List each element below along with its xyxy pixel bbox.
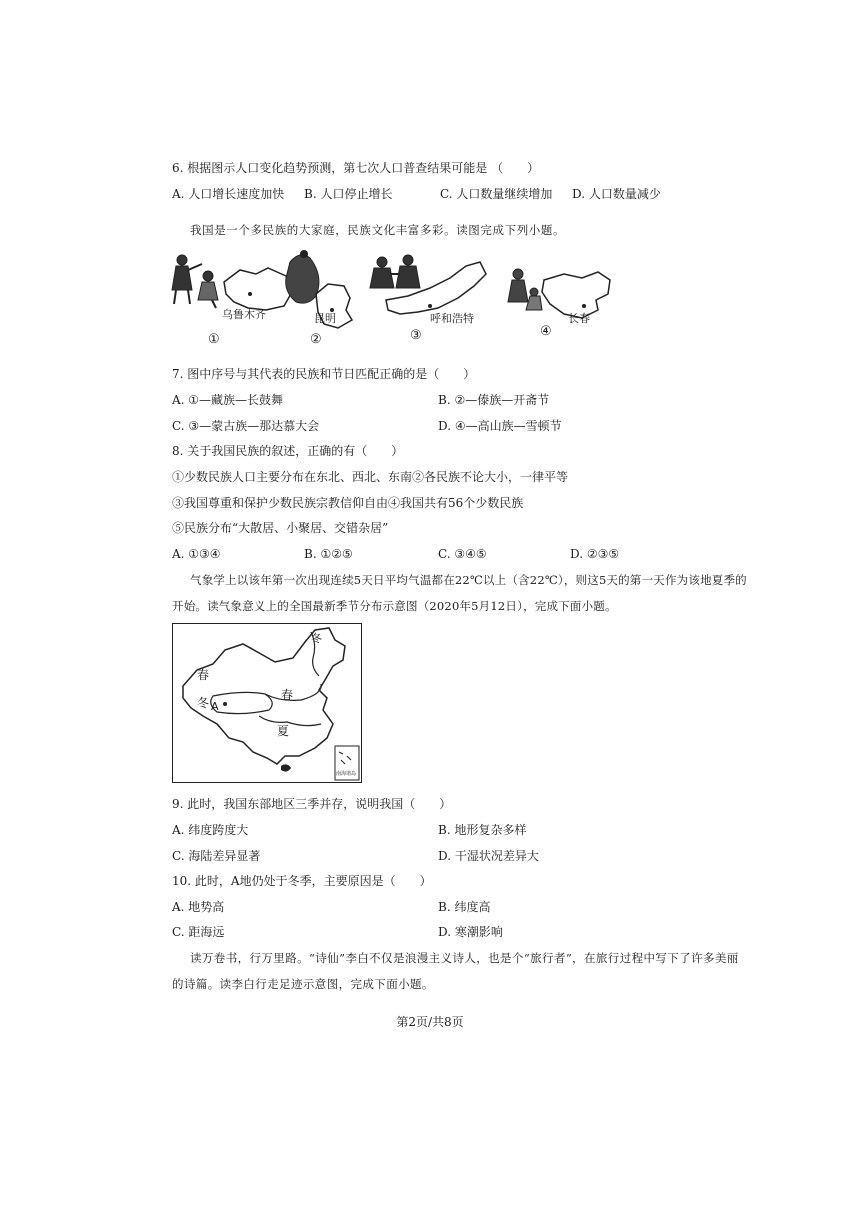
q10-option-a[interactable]: A. 地势高 (172, 900, 225, 914)
q6-stem: 6. 根据图示人口变化趋势预测，第七次人口普查结果可能是 （ ） (172, 161, 540, 175)
q8-statement-1: ①少数民族人口主要分布在东北、西北、东南②各民族不论大小，一律平等 (172, 470, 569, 484)
q8-statement-3: ⑤民族分布“大散居、小聚居、交错杂居” (172, 521, 389, 535)
season-label-summer: 夏 (277, 724, 290, 738)
q9-option-a[interactable]: A. 纬度跨度大 (172, 823, 249, 837)
figure-number-3: ③ (410, 328, 422, 343)
dancers-icon-3 (370, 255, 420, 288)
city-label-urumqi: 乌鲁木齐 (222, 308, 266, 321)
page-footer: 第2页/共8页 (396, 1015, 464, 1029)
q7-option-c[interactable]: C. ③—蒙古族—那达慕大会 (172, 419, 320, 433)
q8-option-b[interactable]: B. ①②⑤ (304, 547, 353, 561)
dancer-icon-2 (286, 250, 319, 303)
q7-stem: 7. 图中序号与其代表的民族和节日匹配正确的是（ ） (172, 367, 476, 381)
q9-option-b[interactable]: B. 地形复杂多样 (438, 823, 527, 837)
q6-option-b[interactable]: B. 人口停止增长 (304, 187, 393, 201)
dancers-icon-4 (508, 269, 542, 310)
q8-statement-2: ③我国尊重和保护少数民族宗教信仰自由④我国共有56个少数民族 (172, 496, 524, 510)
q9-stem: 9. 此时，我国东部地区三季并存，说明我国（ ） (172, 797, 452, 811)
q8-option-a[interactable]: A. ①③④ (172, 547, 221, 561)
q6-option-d[interactable]: D. 人口数量减少 (572, 187, 661, 201)
region-outline-1 (224, 268, 292, 310)
q10-option-b[interactable]: B. 纬度高 (438, 900, 491, 914)
inset-label: 南海诸岛 (336, 771, 357, 777)
libai-intro-line-2: 的诗篇。读李白行走足迹示意图，完成下面小题。 (172, 977, 434, 991)
season-label-spring-east: 春 (281, 688, 294, 702)
q8-option-c[interactable]: C. ③④⑤ (438, 547, 487, 561)
dancers-icon-1 (172, 255, 218, 308)
season-map (172, 623, 362, 783)
city-label-kunming: 昆明 (314, 312, 336, 325)
q10-option-d[interactable]: D. 寒潮影响 (438, 925, 503, 939)
q6-option-a[interactable]: A. 人口增长速度加快 (172, 187, 285, 201)
season-label-winter-northeast: 冬 (311, 632, 322, 645)
season-intro-line-1: 气象学上以该年第一次出现连续5天日平均气温都在22℃以上（含22℃），则这5天的第一天作为该地夏季的 (190, 573, 747, 587)
libai-intro-line-1: 读万卷书，行万里路。“诗仙”李白不仅是浪漫主义诗人，也是个“旅行者”，在旅行过程中写下了许多美丽 (190, 951, 739, 965)
q7-option-a[interactable]: A. ①—藏族—长鼓舞 (172, 393, 284, 407)
city-label-hohhot: 呼和浩特 (430, 312, 474, 325)
figure-number-2: ② (310, 332, 322, 347)
figure-number-4: ④ (540, 324, 552, 339)
q9-option-d[interactable]: D. 干湿状况差异大 (438, 849, 539, 863)
season-label-spring-west: 春 (197, 668, 210, 682)
season-intro-line-2: 开始。读气象意义上的全国最新季节分布示意图（2020年5月12日），完成下面小题。 (172, 599, 617, 613)
q8-stem: 8. 关于我国民族的叙述，正确的有（ ） (172, 444, 404, 458)
season-label-winter-west: 冬 (197, 696, 210, 710)
q10-stem: 10. 此时，A地仍处于冬季，主要原因是（ ） (172, 874, 432, 888)
q7-option-b[interactable]: B. ②—傣族—开斋节 (438, 393, 550, 407)
q7-option-d[interactable]: D. ④—高山族—雪顿节 (438, 419, 562, 433)
ethnic-figure (168, 248, 618, 350)
q6-option-c[interactable]: C. 人口数量继续增加 (440, 187, 553, 201)
q10-option-c[interactable]: C. 距海远 (172, 925, 225, 939)
ethnic-intro: 我国是一个多民族的大家庭，民族文化丰富多彩。读图完成下列小题。 (190, 223, 566, 237)
point-label-a: A (211, 700, 219, 713)
q8-option-d[interactable]: D. ②③⑤ (570, 547, 620, 561)
q9-option-c[interactable]: C. 海陆差异显著 (172, 849, 261, 863)
city-label-changchun: 长春 (568, 312, 590, 325)
figure-number-1: ① (208, 332, 220, 347)
